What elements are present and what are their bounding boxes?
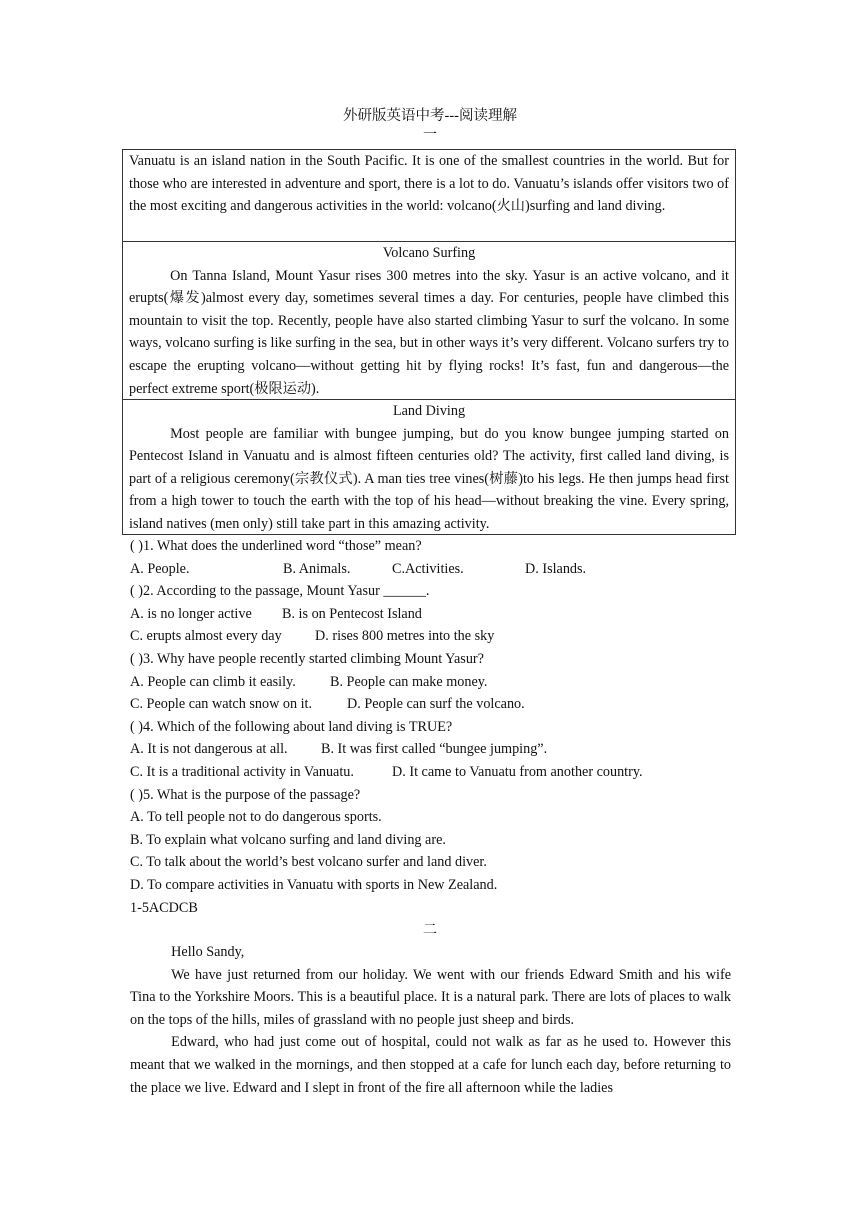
land-diving-paragraph: Most people are familiar with bungee jumping, but do you know bungee jumping started on Pentecost Island in Vanuatu and is almost fifteen centuries old? The activity, first called land diving, is part of a religious ceremony(宗教仪式). A man ties tree vines(树藤)to his legs. He then jumps head first from a high tower to touch the earth with the top of his head—without breaking the vine. Every spring, island natives (men only) still take part in this amazing activity. [129, 425, 729, 532]
letter-passage [130, 941, 731, 1099]
section-number-two: 二 [422, 922, 438, 938]
option: B. is on Pentecost Island [282, 605, 422, 622]
question-1-stem: ( )1. What does the underlined word “those” mean? [130, 538, 422, 554]
answer-key-row [130, 897, 740, 920]
option: B. It was first called “bungee jumping”. [321, 741, 548, 758]
option: A. People can climb it easily. [130, 673, 296, 690]
option: D. People can surf the volcano. [347, 696, 525, 713]
options-row [130, 671, 740, 694]
option: A. It is not dangerous at all. [130, 741, 288, 758]
letter-paragraph-2: Edward, who had just come out of hospital, could not walk as far as he used to. However this meant that we walked in the mornings, and then stopped at a cafe for lunch each day, before returning to the place we live. Edward and I slept in front of the fire all afternoon while the ladies [130, 1034, 731, 1096]
question-stem [130, 580, 740, 603]
question-5-stem: ( )5. What is the purpose of the passage? [130, 786, 361, 803]
land-diving-heading: Land Diving [392, 403, 466, 419]
option: D. rises 800 metres into the sky [315, 628, 495, 645]
question-stem [130, 648, 740, 671]
option: C. To talk about the world’s best volcano surfer and land diver. [130, 854, 487, 871]
option: C. It is a traditional activity in Vanuatu. [130, 763, 354, 780]
land-diving-box [122, 399, 736, 535]
option: B. People can make money. [330, 673, 488, 690]
options-row [130, 738, 740, 761]
options-row [130, 874, 740, 897]
options-row [130, 806, 740, 829]
options-row [130, 761, 740, 784]
option: A. People. [130, 560, 190, 577]
question-4-stem: ( )4. Which of the following about land diving is TRUE? [130, 718, 453, 735]
question-2-stem: ( )2. According to the passage, Mount Yasur ______. [130, 583, 430, 600]
option: B. Animals. [283, 560, 351, 577]
intro-box [122, 149, 736, 241]
option: D. Islands. [525, 560, 587, 577]
questions-section [130, 535, 740, 919]
volcano-surfing-paragraph: On Tanna Island, Mount Yasur rises 300 metres into the sky. Yasur is an active volcano, and it erupts(爆发)almost every day, sometimes several times a day. For centuries, people have climbed this mountain to visit the top. Recently, people have also started climbing Yasur to surf the volcano. In some ways, volcano surfing is like surfing in the sea, but in other ways it’s very different. Volcano surfers try to escape the erupting volcano—without getting hit by flying rocks! It’s fast, fun and dangerous—the perfect extreme sport(极限运动). [129, 267, 729, 397]
options-row [130, 693, 740, 716]
section-number-one: 一 [423, 128, 437, 143]
volcano-surfing-box [122, 241, 736, 399]
letter-salutation: Hello Sandy, [171, 944, 245, 960]
option: A. To tell people not to do dangerous sports. [130, 809, 382, 826]
options-row [130, 558, 740, 581]
option: D. To compare activities in Vanuatu with sports in New Zealand. [130, 876, 498, 893]
options-row [130, 851, 740, 874]
option: C.Activities. [392, 560, 464, 577]
options-row [130, 829, 740, 852]
option: C. erupts almost every day [130, 628, 282, 645]
options-row [130, 603, 740, 626]
question-stem [130, 784, 740, 807]
intro-paragraph: Vanuatu is an island nation in the South Pacific. It is one of the smallest countries in the world. But for those who are interested in adventure and sport, there is a lot to do. Vanuatu’s islands offer visitors two of the most exciting and dangerous activities in the world: volcano(火山)surfing and land diving. [129, 153, 729, 215]
volcano-surfing-heading: Volcano Surfing [382, 245, 476, 261]
question-stem [130, 535, 740, 558]
question-3-stem: ( )3. Why have people recently started climbing Mount Yasur? [130, 650, 484, 667]
answer-key: 1-5ACDCB [130, 899, 198, 916]
options-row [130, 625, 740, 648]
letter-paragraph-1: We have just returned from our holiday. We went with our friends Edward Smith and his wife Tina to the Yorkshire Moors. This is a beautiful place. It is a natural park. There are lots of places to walk on the tops of the hills, miles of grassland with no people just sheep and birds. [130, 966, 731, 1028]
question-stem [130, 716, 740, 739]
option: D. It came to Vanuatu from another country. [392, 763, 643, 780]
page-title: 外研版英语中考---阅读理解 [343, 108, 517, 124]
option: A. is no longer active [130, 605, 252, 622]
option: C. People can watch snow on it. [130, 696, 313, 713]
option: B. To explain what volcano surfing and land diving are. [130, 831, 446, 848]
